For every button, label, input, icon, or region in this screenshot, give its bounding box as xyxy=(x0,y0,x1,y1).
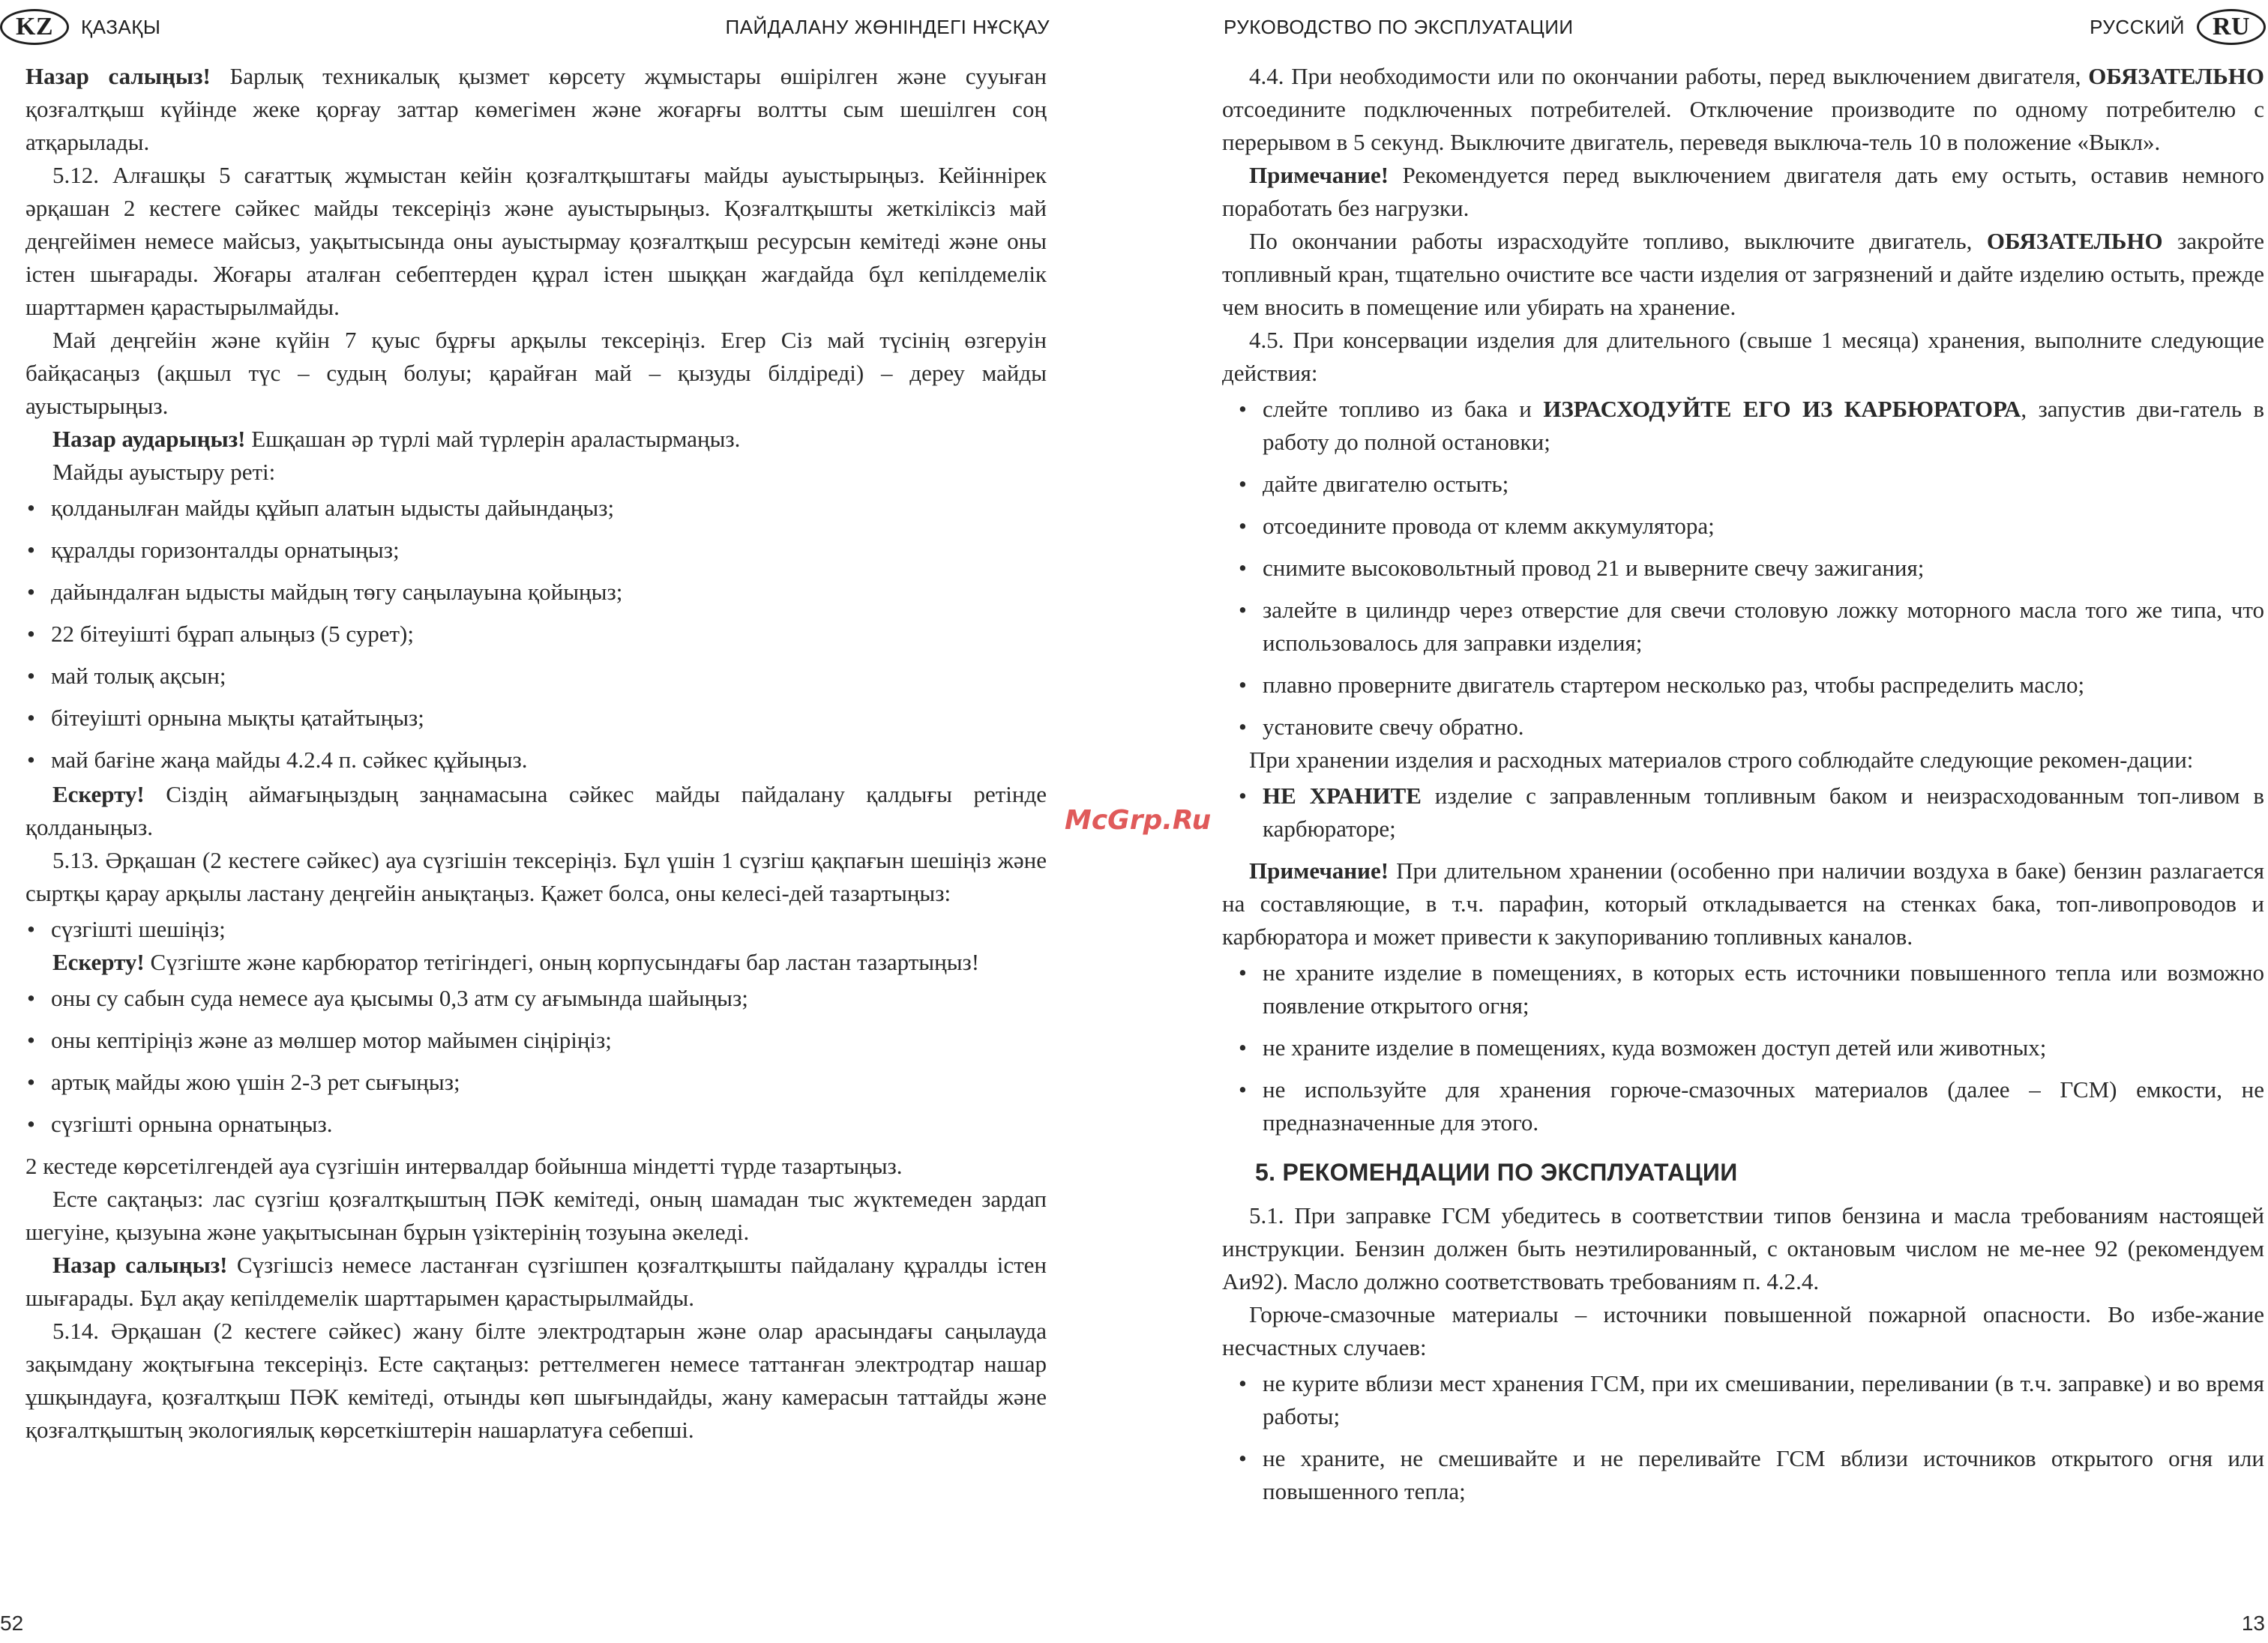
paragraph: 2 кестеде көрсетілгендей ауа сүзгішін интервалдар бойынша міндетті түрде тазартыңыз. xyxy=(25,1153,903,1179)
list-item-text: слейте топливо из бака и xyxy=(1263,396,1544,422)
paragraph: Май деңгейін және күйін 7 қуыс бұрғы арқылы тексеріңіз. Егер Сіз май түсінің өзгеруін байқасаңыз (ақшыл түс – судың болуы; қарайған май – қызуды білдіреді) – дереу майды ауыстырыңыз. xyxy=(25,327,1047,419)
list xyxy=(1237,780,2264,845)
list-item: • установите свечу обратно. xyxy=(1237,711,2264,744)
paragraph xyxy=(1222,225,2264,324)
warning-label: Назар салыңыз! xyxy=(52,1252,228,1278)
note-label: Примечание! xyxy=(1249,162,1389,188)
list-item: • не храните, не смешивайте и не переливайте ГСМ вблизи источников открытого огня или повышенного тепла; xyxy=(1237,1442,2264,1508)
watermark: McGrp.Ru xyxy=(1065,805,1212,836)
paragraph: Горюче-смазочные материалы – источники повышенной пожарной опасности. Во избе-жание несчастных случаев: xyxy=(1222,1301,2264,1360)
list-item xyxy=(1237,393,2264,459)
list-item: • оны су сабын суда немесе ауа қысымы 0,3 атм су ағымында шайыңыз; xyxy=(25,982,1047,1015)
section-title: 5. РЕКОМЕНДАЦИИ ПО ЭКСПЛУАТАЦИИ xyxy=(1255,1159,1738,1186)
warning-label: Ескерту! xyxy=(52,949,145,975)
paragraph-text: Ешқашан әр түрлі май түрлерін араластырмаңыз. xyxy=(245,426,741,452)
list-item: • 22 бітеуішті бұрап алыңыз (5 сурет); xyxy=(25,618,1047,651)
list-item: • не храните изделие в помещениях, куда возможен доступ детей или животных; xyxy=(1237,1031,2264,1064)
right-content xyxy=(1222,60,2264,1517)
list-item: • оны кептіріңіз және аз мөлшер мотор майымен сіңіріңіз; xyxy=(25,1024,1047,1057)
paragraph-text: Сүзгіште және карбюратор тетігіндегі, оның корпусындағы бар ластан тазартыңыз! xyxy=(144,949,980,975)
paragraph: Майды ауыстыру реті: xyxy=(52,459,276,485)
emphasis: НЕ ХРАНИТЕ xyxy=(1263,783,1422,809)
manual-title: РУКОВОДСТВО ПО ЭКСПЛУАТАЦИИ xyxy=(1224,15,1574,38)
warning-label: Назар аударыңыз! xyxy=(52,426,246,452)
list-item: • дайындалған ыдысты майдың төгу саңылауына қойыңыз; xyxy=(25,576,1047,609)
list-item: • қолданылған майды құйып алатын ыдысты дайындаңыз; xyxy=(25,492,1047,525)
list-item: • бітеуішті орнына мықты қатайтыңыз; xyxy=(25,702,1047,735)
list-item: • артық майды жою үшін 2-3 рет сығыңыз; xyxy=(25,1066,1047,1099)
emphasis: ОБЯЗАТЕЛЬНО xyxy=(1986,228,2163,254)
list-item: • дайте двигателю остыть; xyxy=(1237,468,2264,501)
paragraph xyxy=(1222,60,2264,159)
list-item: • залейте в цилиндр через отверстие для свечи столовую ложку моторного масла того же типа, что использовалось для заправки изделия; xyxy=(1237,594,2264,660)
paragraph: 5.1. При заправке ГСМ убедитесь в соответствии типов бензина и масла требованиям настоящей инструкции. Бензин должен быть неэтилированный, с октановым числом не ме-нее 92 (рекомендуем Аи92). Масло должно соответствовать требованиям п. 4.2.4. xyxy=(1222,1202,2264,1294)
paragraph: 5.13. Әрқашан (2 кестеге сәйкес) ауа сүзгішін тексеріңіз. Бұл үшін 1 сүзгіш қақпағын шешіңіз және сыртқы қарау арқылы ластану деңгейін анықтаңыз. Қажет болса, оны келесі-дей тазартыңыз: xyxy=(25,847,1047,906)
paragraph: 5.14. Әрқашан (2 кестеге сәйкес) жану білте электродтарын және олар арасындағы саңылауда зақымдану жоқтығына тексеріңіз. Есте сақтаңыз: реттелмеген немесе таттанған электродтар нашар ұшқындауға, қозғалтқыш ПӘК кемітеді, отынды көп шығындайды, жану камерасын таттайды және қозғалтқыштың экологиялық көрсеткіштерін нашарлатуға себепші. xyxy=(25,1318,1047,1443)
list xyxy=(25,982,1047,1141)
paragraph-text: Барлық техникалық қызмет көрсету жұмыстары өшірілген және сууыған қозғалтқыш күйінде жеке қорғау заттар көмегімен және жоғарғы волтты сым шешілген соң атқарылады. xyxy=(25,63,1047,155)
list-item: • құралды горизонталды орнатыңыз; xyxy=(25,534,1047,567)
paragraph-text: При длительном хранении (особенно при наличии воздуха в баке) бензин разлагается на составляющие, в т.ч. парафин, который откладывается на стенках бака, топ-ливопроводов и карбюратора и может привести к закупориванию топливных каналов. xyxy=(1222,857,2264,950)
list xyxy=(25,913,1047,946)
list xyxy=(1237,1367,2264,1508)
paragraph-text: Сіздің аймағыңыздың заңнамасына сәйкес майды пайдалану қалдығы ретінде қолданыңыз. xyxy=(25,781,1047,840)
paragraph xyxy=(25,1249,1047,1315)
warning-label: Ескерту! xyxy=(52,781,145,807)
paragraph xyxy=(25,946,1047,979)
list-item-text: изделие с заправленным топливным баком и неизрасходованным топ-ливом в карбюраторе; xyxy=(1263,783,2264,842)
page-number: 13 xyxy=(2241,1612,2265,1635)
emphasis: ОБЯЗАТЕЛЬНО xyxy=(2088,63,2264,89)
paragraph-text: закройте топливный кран, тщательно очистите все части изделия от загрязнений и дайте изделию остыть, прежде чем вносить в помещение или убирать на хранение. xyxy=(1222,228,2264,320)
list-item: • май бағіне жаңа майды 4.2.4 п. сәйкес құйыңыз. xyxy=(25,744,1047,777)
warning-label: Назар салыңыз! xyxy=(25,63,211,89)
paragraph xyxy=(1222,159,2264,225)
emphasis: ИЗРАСХОДУЙТЕ ЕГО ИЗ КАРБЮРАТОРА xyxy=(1543,396,2021,422)
paragraph-text: отсоедините подключенных потребителей. Отключение производите по одному потребителю с перерывом в 5 секунд. Выключите двигатель, переведя выключа-тель 10 в положение «Выкл». xyxy=(1222,96,2264,155)
list-item: • плавно проверните двигатель стартером несколько раз, чтобы распределить масло; xyxy=(1237,669,2264,702)
language-label: ҚАЗАҚЫ xyxy=(81,15,161,38)
list-item: • отсоедините провода от клемм аккумулятора; xyxy=(1237,510,2264,543)
paragraph: 5.12. Алғашқы 5 сағаттық жұмыстан кейін қозғалтқыштағы майды ауыстырыңыз. Кейіннірек әрқашан 2 кестеге сәйкес майды тексеріңіз және ауыстырыңыз. Қозғалтқышты жеткіліксіз май деңгейімен немесе майсыз, уақытысында оны ауыстырмау қозғалтқыш ресурсын кемітеді және оны істен шығарады. Жоғары аталған себептерден құрал істен шыққан жағдайда бұл кепілдемелік шарттармен қарастырылмайды. xyxy=(25,162,1047,320)
note-label: Примечание! xyxy=(1249,857,1389,884)
list-item: • не курите вблизи мест хранения ГСМ, при их смешивании, переливании (в т.ч. заправке) и во время работы; xyxy=(1237,1367,2264,1433)
paragraph-text: Рекомендуется перед выключением двигателя дать ему остыть, оставив немного поработать без нагрузки. xyxy=(1222,162,2264,221)
list-item: • сүзгішті орнына орнатыңыз. xyxy=(25,1108,1047,1141)
paragraph: Есте сақтаңыз: лас сүзгіш қозғалтқыштың ПӘК кемітеді, оның шамадан тыс жүктемеден зардап шегуіне, қызуына және уақытысынан бұрын үзіктерінің тозуына әкеледі. xyxy=(25,1186,1047,1245)
manual-title: ПАЙДАЛАНУ ЖӨНІНДЕГІ НҰСҚАУ xyxy=(725,15,1050,38)
page-number: 52 xyxy=(0,1612,24,1635)
right-page xyxy=(1134,0,2268,1643)
list-item: • снимите высоковольтный провод 21 и выверните свечу зажигания; xyxy=(1237,552,2264,585)
paragraph: При хранении изделия и расходных материалов строго соблюдайте следующие рекомен-дации: xyxy=(1249,747,2194,773)
list-item: • не используйте для хранения горюче-смазочных материалов (далее – ГСМ) емкости, не предназначенные для этого. xyxy=(1237,1073,2264,1139)
list-item: • май толық ақсын; xyxy=(25,660,1047,693)
list-item xyxy=(1237,780,2264,845)
paragraph: 4.5. При консервации изделия для длительного (свыше 1 месяца) хранения, выполните следующие действия: xyxy=(1222,327,2264,386)
list xyxy=(1237,956,2264,1139)
left-header xyxy=(0,7,1050,46)
paragraph-text: По окончании работы израсходуйте топливо, выключите двигатель, xyxy=(1249,228,1987,254)
paragraph xyxy=(25,778,1047,844)
list-item: • не храните изделие в помещениях, в которых есть источники повышенного тепла или возможно появление открытого огня; xyxy=(1237,956,2264,1022)
paragraph xyxy=(25,60,1047,159)
language-badge-kz: KZ xyxy=(0,9,69,45)
left-content xyxy=(25,60,1047,1447)
paragraph xyxy=(1222,854,2264,953)
list-item: • сүзгішті шешіңіз; xyxy=(25,913,1047,946)
paragraph-text: 4.4. При необходимости или по окончании работы, перед выключением двигателя, xyxy=(1249,63,2089,89)
list xyxy=(1237,393,2264,744)
right-header xyxy=(1224,7,2266,46)
language-badge-ru: RU xyxy=(2197,9,2266,45)
language-label: РУССКИЙ xyxy=(2090,15,2185,38)
list-item-text: , запустив дви-гатель в работу до полной остановки; xyxy=(1263,396,2265,455)
list xyxy=(25,492,1047,777)
paragraph-text: Сүзгішсіз немесе ластанған сүзгішпен қозғалтқышты пайдалану құралды істен шығарады. Бұл ақау кепілдемелік шарттарымен қарастырылмайды. xyxy=(25,1252,1047,1311)
paragraph xyxy=(25,423,1047,456)
